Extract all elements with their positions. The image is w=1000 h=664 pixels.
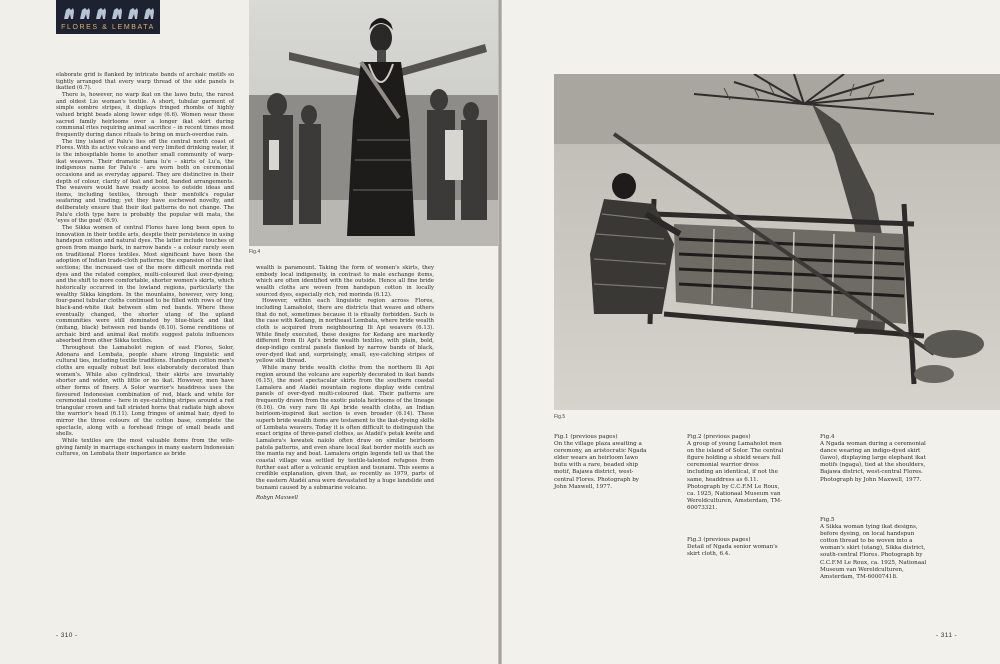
page-number-right: - 311 - bbox=[936, 632, 958, 639]
figure-5-photo bbox=[554, 74, 1000, 410]
running-title: FLORES & LEMBATA bbox=[61, 24, 155, 31]
caption-body: A Sikka woman tying ikat designs, before dyeing, on local handspun cotton thread to be woven into a woman's skirt (utang), Sikka district, south-central Flores. Photograph by C.C.F.M Le Roux, ca. 1925, Nationaal Museum van Wereldculturen, Amsterdam, TM-60007418. bbox=[820, 524, 927, 580]
caption-title: Fig.5 bbox=[820, 517, 835, 523]
caption-body: A group of young Lamaholot men on the island of Solor. The central figure holding a shield wears full ceremonial warrior dress including an identical, if not the same, headdress as 6.11. Photograph by C.C.F.M Le Roux, ca. 1925, Nationaal Museum van Wereldculturen, Amsterdam, TM-60073321. bbox=[687, 441, 784, 511]
caption-fig-2 bbox=[687, 434, 785, 512]
body-column-1 bbox=[56, 72, 234, 624]
paragraph: The Sikka women of central Flores have long been open to innovation in their textile arts, despite their persistence in using handspun cotton and natural dyes. The latter include touches of green from mango bark, in narrow bands – a colour rarely seen on traditional Flores textiles. Most significant have been the adoption of Indian trade-cloth patterns; the expansion of the ikat sections; the increased use of the more difficult morinda red dyes and the related complex, multi-coloured ikat over-dyeing; and the shift to more comfortable, shorter women's skirts, which historically occurred in the lowland regions, particularly the wealthy Sikka kingdom. In the mountains, however, very long, four-panel tubular cloths continued to be filled with rows of tiny black-and-white ikat between slim red bands. Where these eventually changed, the shorter utang of the upland communities were still dominated by blue-black and ikat (mitang, black) between red bands (6.10). Some renditions of archaic bird and animal ikat motifs suggest patola influences absorbed from other Sikka textiles. bbox=[56, 225, 234, 345]
paragraph: wealth is paramount. Taking the form of women's skirts, they embody local indigeneity, in contrast to male exchange items, which are often identified with the outside. Hence all fine bride wealth cloths are woven from handspun cotton in locally sourced dyes, especially rich, red morinda (6.12). bbox=[256, 265, 434, 298]
caption-title: Fig.2 (previous pages) bbox=[687, 434, 751, 440]
author-signature: Robyn Maxwell bbox=[256, 495, 299, 502]
paragraph: The tiny island of Palu'e lies off the central north coast of Flores. With its active volcano and very limited drinking water, it is the inhospitable home to another small community of warp-ikat weavers. Their dramatic tama lu'e – skirts of Lu'a, the indigenous name for Palu'e – are worn both on ceremonial occasions and as everyday apparel. They are distinctive in their depth of colour, clarity of ikat and bold, banded arrangements. The weavers would have ready access to outside ideas and items, including textiles, through their menfolk's regular seafaring and trading; yet they have eschewed novelty, and deliberately ensure that their ikat patterns do not change. The Palu'e cloth type here is probably the popular wili mata, the 'eyes of the goat' (6.9). bbox=[56, 138, 234, 225]
running-header-badge bbox=[56, 0, 160, 34]
caption-body: Detail of Ngada senior woman's skirt cloth, 6.4. bbox=[687, 544, 778, 558]
caption-fig-3 bbox=[687, 537, 785, 558]
paragraph: However, within each linguistic region across Flores, including Lamaholot, there are districts that weave and others that do not, sometimes because it is ritually forbidden. Such is the case with Kedang, in northeast Lembata, where bride wealth cloth is acquired from neighbouring Ili Api weavers (6.13). While finely executed, these designs for Kedang are markedly different from Ili Api's bride wealth textiles, with plain, bold, deep-indigo central panels flanked by narrow bands of black, over-dyed ikat and, surprisingly, small, eye-catching stripes of yellow silk thread. bbox=[256, 298, 434, 365]
caption-body: On the village plaza awaiting a ceremony, an aristocratic Ngada elder wears an heirloom lawo butu with a rare, beaded ship motif, Bajawa district, west-central Flores. Photograph by John Maxwell, 1977. bbox=[554, 441, 647, 490]
caption-title: Fig.4 bbox=[820, 434, 835, 440]
figure-5-label: Fig.5 bbox=[554, 414, 566, 420]
caption-body: A Ngada woman during a ceremonial dance wearing an indigo-dyed skirt (lawo), displaying large elephant ikat motifs (ngaga), tied at the shoulders, Bajawa district, west-central Flores. Photograph by John Maxwell, 1977. bbox=[820, 441, 926, 483]
paragraph: Throughout the Lamaholot region of east Flores, Solor, Adonara and Lembata, people share strong linguistic and cultural ties, including textile traditions. Handspun cotton men's cloths are equally robust but less elaborately decorated than women's. While also cylindrical, their skirts are invariably shorter and wider, with little or no ikat. However, men have other forms of finery. A Solor warrior's headdress uses the favoured Indonesian combination of red, black and white for ceremonial costume – here in eye-catching stripes around a red triangular crown and tall striated horns that radiate high above the warrior's head (6.11). Long fringes of animal hair, dyed to mirror the three colours of the cotton base, complete the spectacle, along with a forehead fringe of small beads and shells. bbox=[56, 344, 234, 438]
caption-fig-1 bbox=[554, 434, 652, 491]
paragraph: elaborate grid is flanked by intricate bands of archaic motifs so tightly arranged that every warp thread of the side panels is ikatted (6.7). bbox=[56, 72, 234, 92]
caption-title: Fig.3 (previous pages) bbox=[687, 537, 751, 543]
right-page bbox=[502, 0, 1000, 664]
paragraph: There is, however, no warp ikat on the lawo butu, the rarest and oldest Lio woman's textile. A short, tubular garment of simple sombre stripes, it displays fringed rhombs of highly valued bright beads along lower edge (6.6). Women wear these sacred family heirlooms over a longer ikat skirt during communal rites requiring animal sacrifice – in recent times most frequently during dance rituals to bring on much-overdue rain. bbox=[56, 91, 234, 138]
figure-4-photo bbox=[249, 0, 498, 246]
body-column-2 bbox=[256, 265, 434, 625]
horse-motif-icon bbox=[60, 4, 156, 22]
caption-title: Fig.1 (previous pages) bbox=[554, 434, 618, 440]
paragraph: While textiles are the most valuable items from the wife-giving family in marriage exchanges in many eastern Indonesian cultures, on Lembata their importance as bride bbox=[56, 438, 234, 458]
caption-fig-5 bbox=[820, 517, 930, 581]
caption-fig-4 bbox=[820, 434, 930, 484]
page-number-left: - 310 - bbox=[56, 632, 78, 639]
left-page bbox=[0, 0, 498, 664]
paragraph: While many bride wealth cloths from the northern Ili Api region around the volcano are superbly decorated in ikat bands (6.15), the most spectacular skirts from the southern coastal Lamalera and Atadéi mountain regions display wide central panels of over-dyed multi-coloured ikat. Their patterns are frequently drawn from the exotic patola heirlooms of the lineage (6.16). On very rare Ili Api bride wealth cloths, an Indian heirloom-inspired ikat section is even broader (6.14). These superb bride wealth items are testament to the ikat-dyeing skills of Lembata weavers. Today it is often difficult to distinguish the exact origins of three-panel clothes, as Atadéi's petak kwéte and Lamalera's kewatek naiolo often draw on similar heirloom patola patterns, and even share local ikat border motifs such as the manta ray and boat. Lamalera origin legends tell us that the coastal village was settled by textile-talented refugees from further east after a volcanic eruption and tsunami. This seems a credible explanation, given that, as recently as 1979, parts of the eastern Atadéi area were devastated by a huge landslide and tsunami caused by a submarine volcano. bbox=[256, 364, 434, 491]
figure-4-label: Fig.4 bbox=[249, 249, 261, 255]
